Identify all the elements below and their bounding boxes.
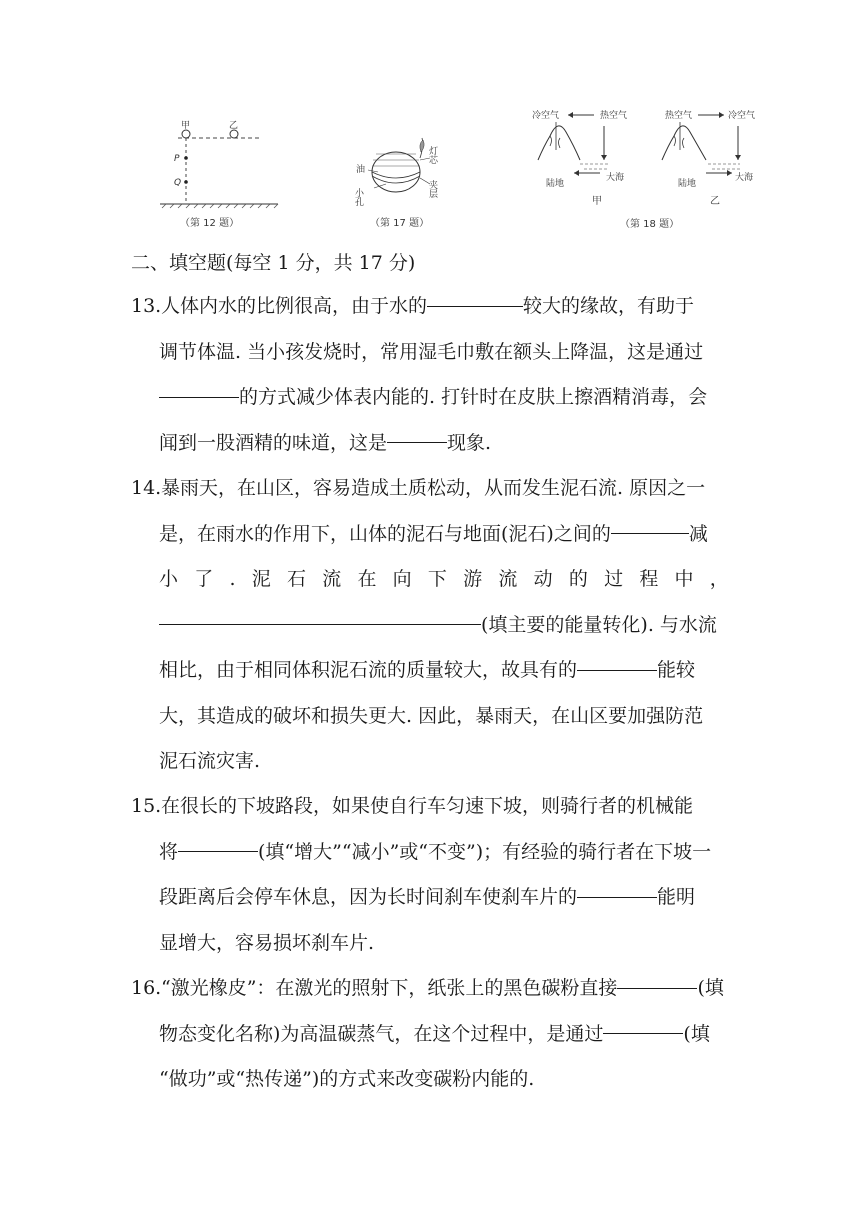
fig17-xiaokong-label: 小孔 [353, 188, 363, 206]
fig18-left-land: 陆地 [546, 179, 565, 189]
answer-blank[interactable] [427, 284, 523, 307]
fig18-right-sea: 大海 [735, 173, 754, 183]
question-number: 14. [131, 477, 162, 499]
answer-blank[interactable] [178, 830, 258, 853]
question-16: 16. “激光橡皮”：在激光的照射下，纸张上的黑色碳粉直接 (填 物态变化名称)为高温碳蒸气，在这个过程中，是通过 (填 “做功”或“热传递”)的方式来改变碳粉内能的. [131, 966, 731, 1103]
answer-blank[interactable] [159, 603, 481, 626]
fig18-left-cold-air: 冷空气 [532, 111, 560, 121]
question-number: 15. [131, 795, 162, 817]
fig12-yi-label: 乙 [229, 121, 239, 131]
fig17-you-label: 油 [356, 165, 366, 175]
question-15: 15. 在很长的下坡路段，如果使自行车匀速下坡，则骑行者的机械能 将 (填“增大”“减小”或“不变”)；有经验的骑行者在下坡一 段距离后会停车休息，因为长时间刹车使刹车片的 能明 显增大，容易损坏刹车片. [131, 784, 731, 966]
question-number: 16. [131, 977, 162, 999]
figure-12 [150, 118, 280, 233]
answer-blank[interactable] [387, 421, 447, 444]
fig12-q-label: Q [174, 178, 182, 188]
answer-blank[interactable] [577, 875, 657, 898]
answer-blank[interactable] [159, 375, 239, 398]
fig18-right-land: 陆地 [678, 179, 697, 189]
fig18-left-hot-air: 热空气 [600, 111, 628, 121]
fig18-right-name: 乙 [710, 196, 720, 207]
fig18-right-hot-air: 热空气 [665, 111, 693, 121]
fig18-left-name: 甲 [592, 196, 602, 207]
fig18-caption: （第 18 题） [620, 219, 680, 230]
fig18-right-cold-air: 冷空气 [728, 111, 756, 121]
fig17-caption: （第 17 题） [370, 218, 430, 229]
figures-row [0, 0, 860, 240]
figure-17 [350, 136, 450, 233]
answer-blank[interactable] [577, 648, 657, 671]
fig18-left-sea: 大海 [606, 173, 625, 183]
fig17-jiaceng-label: 夹层 [427, 180, 437, 198]
fig12-jia-label: 甲 [181, 121, 191, 131]
question-14: 14. 暴雨天，在山区，容易造成土质松动，从而发生泥石流. 原因之一 是，在雨水的作用下，山体的泥石与地面(泥石)之间的 减 小 了 . 泥 石 流 在 向 下 游 流 动 的 过 程 中 ， (填主要的能量转化). 与水流 相比，由于相同体积泥石流的质量较大，故具有的 能较 大，其造成的破坏和损失更大. 因此，暴雨天，在山区要加强防范 泥石流灾害. [131, 466, 731, 785]
fig12-caption: （第 12 题） [180, 218, 240, 229]
figure-18 [530, 106, 775, 233]
answer-blank[interactable] [611, 512, 689, 535]
question-number: 13. [131, 295, 162, 317]
fig12-p-label: P [174, 154, 180, 164]
fig17-dengxin-label: 灯芯 [427, 146, 437, 164]
justified-line: 小 了 . 泥 石 流 在 向 下 游 流 动 的 过 程 中 ， [159, 568, 729, 590]
answer-blank[interactable] [617, 966, 697, 989]
section-title: 二、填空题(每空 1 分，共 17 分) [131, 252, 416, 274]
answer-blank[interactable] [603, 1012, 683, 1035]
question-13: 13. 人体内水的比例很高，由于水的 较大的缘故，有助于 调节体温. 当小孩发烧时，常用湿毛巾敷在额头上降温，这是通过 的方式减少体表内能的. 打针时在皮肤上擦酒精消毒，会 闻到一股酒精的味道，这是 现象. [131, 284, 731, 466]
